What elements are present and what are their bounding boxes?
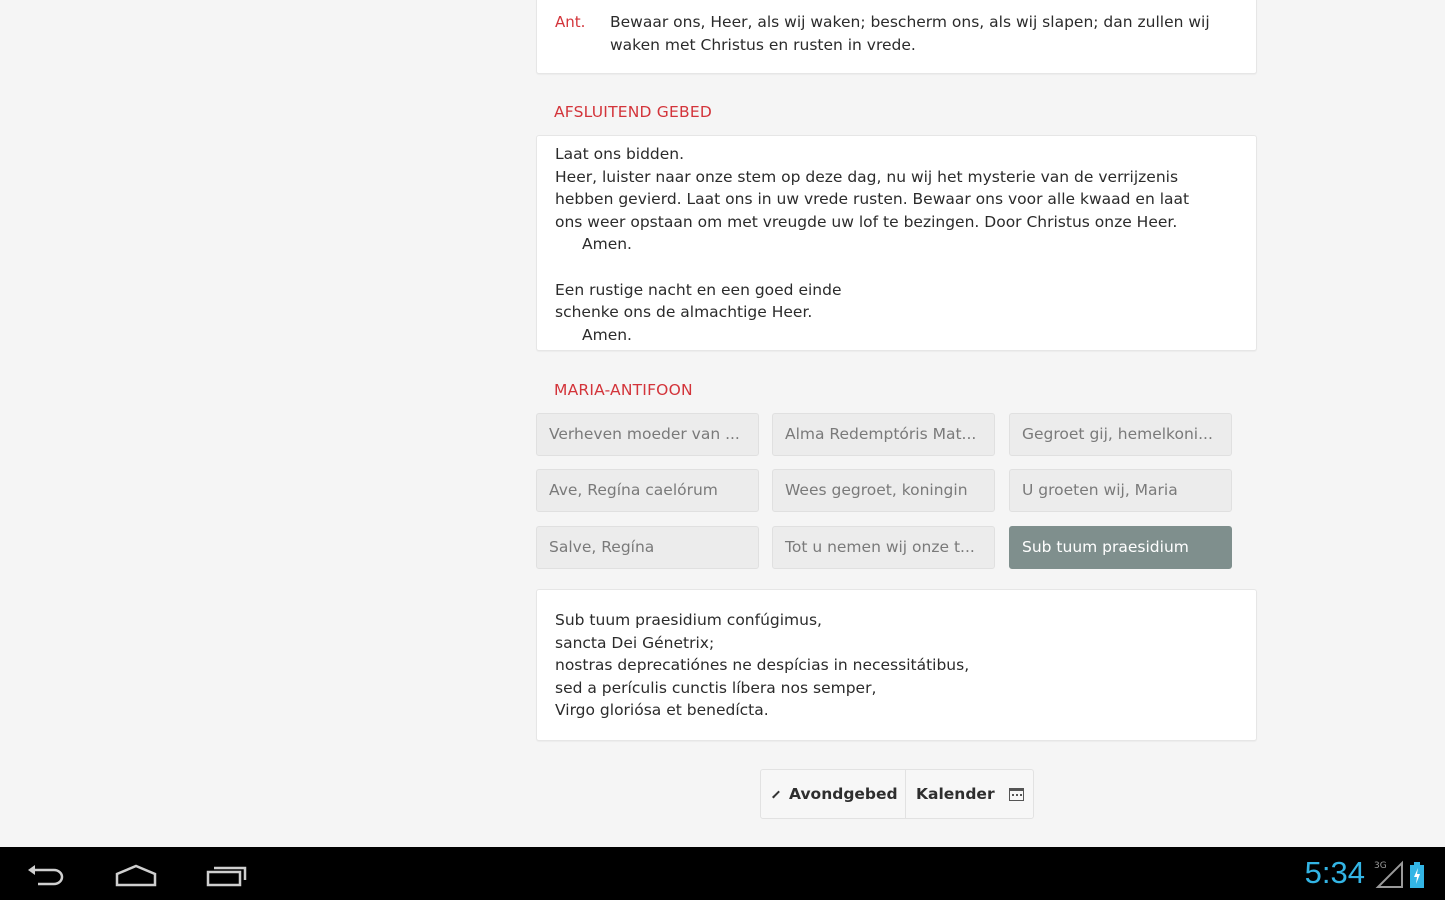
closing-prayer-card bbox=[536, 135, 1257, 351]
calendar-label: Kalender bbox=[916, 785, 995, 803]
prayer-line: hebben gevierd. Laat ons in uw vrede rusten. Bewaar ons voor alle kwaad en laat bbox=[555, 190, 1190, 209]
prayer-line: Heer, luister naar onze stem op deze dag, nu wij het mysterie van de verrijzenis bbox=[555, 167, 1179, 186]
responsory-text: Bewaar ons, Heer, als wij waken; bescherm ons, als wij slapen; dan zullen wij waken met Christus en rusten in vrede. bbox=[610, 13, 1210, 54]
blessing-line: schenke ons de almachtige Heer. bbox=[555, 303, 813, 322]
home-icon[interactable] bbox=[114, 863, 158, 887]
antiphon-option-6[interactable]: U groeten wij, Maria bbox=[1009, 469, 1232, 512]
recent-apps-icon[interactable] bbox=[205, 863, 249, 887]
chevron-left-icon bbox=[772, 790, 780, 798]
blessing-amen: Amen. bbox=[582, 325, 632, 344]
prayer-line: ons weer opstaan om met vreugde uw lof te bezingen. Door Christus onze Heer. bbox=[555, 212, 1178, 231]
system-navigation-bar bbox=[0, 847, 1445, 900]
antiphon-option-9-selected[interactable]: Sub tuum praesidium bbox=[1009, 526, 1232, 569]
previous-office-label: Avondgebed bbox=[789, 785, 898, 803]
antiphon-option-2[interactable]: Alma Redemptóris Mat... bbox=[772, 413, 995, 456]
antiphon-option-4[interactable]: Ave, Regína caelórum bbox=[536, 469, 759, 512]
responsory-card bbox=[536, 0, 1257, 74]
spacer bbox=[555, 256, 1238, 279]
antiphon-line: Virgo gloriósa et benedícta. bbox=[555, 701, 769, 720]
antiphon-line: sed a perículis cunctis líbera nos semper, bbox=[555, 678, 877, 697]
antiphon-option-3[interactable]: Gegroet gij, hemelkoni... bbox=[1009, 413, 1232, 456]
signal-icon bbox=[1374, 859, 1404, 889]
prayer-line: Laat ons bidden. bbox=[555, 145, 685, 163]
svg-text:3G: 3G bbox=[1374, 861, 1387, 871]
antiphon-line: sancta Dei Génetrix; bbox=[555, 633, 715, 652]
antiphon-line: nostras deprecatiónes ne despícias in necessitátibus, bbox=[555, 656, 970, 675]
battery-icon bbox=[1410, 862, 1424, 888]
responsory-label: Ant. bbox=[555, 13, 586, 31]
antiphon-option-1[interactable]: Verheven moeder van ... bbox=[536, 413, 759, 456]
antiphon-option-5[interactable]: Wees gegroet, koningin bbox=[772, 469, 995, 512]
calendar-button[interactable] bbox=[906, 770, 1034, 818]
back-icon[interactable] bbox=[26, 864, 66, 886]
antiphon-text-card bbox=[536, 589, 1257, 741]
maria-antiphon-title: MARIA-ANTIFOON bbox=[554, 381, 693, 399]
antiphon-option-8[interactable]: Tot u nemen wij onze t... bbox=[772, 526, 995, 569]
calendar-icon bbox=[1009, 788, 1024, 801]
previous-office-button[interactable] bbox=[761, 770, 906, 818]
antiphon-option-7[interactable]: Salve, Regína bbox=[536, 526, 759, 569]
closing-prayer-title: AFSLUITEND GEBED bbox=[554, 103, 712, 121]
prayer-amen: Amen. bbox=[582, 235, 632, 254]
office-navigation bbox=[760, 769, 1034, 819]
antiphon-line: Sub tuum praesidium confúgimus, bbox=[555, 611, 822, 629]
blessing-line: Een rustige nacht en een goed einde bbox=[555, 280, 842, 299]
clock: 5:34 bbox=[1304, 855, 1365, 890]
